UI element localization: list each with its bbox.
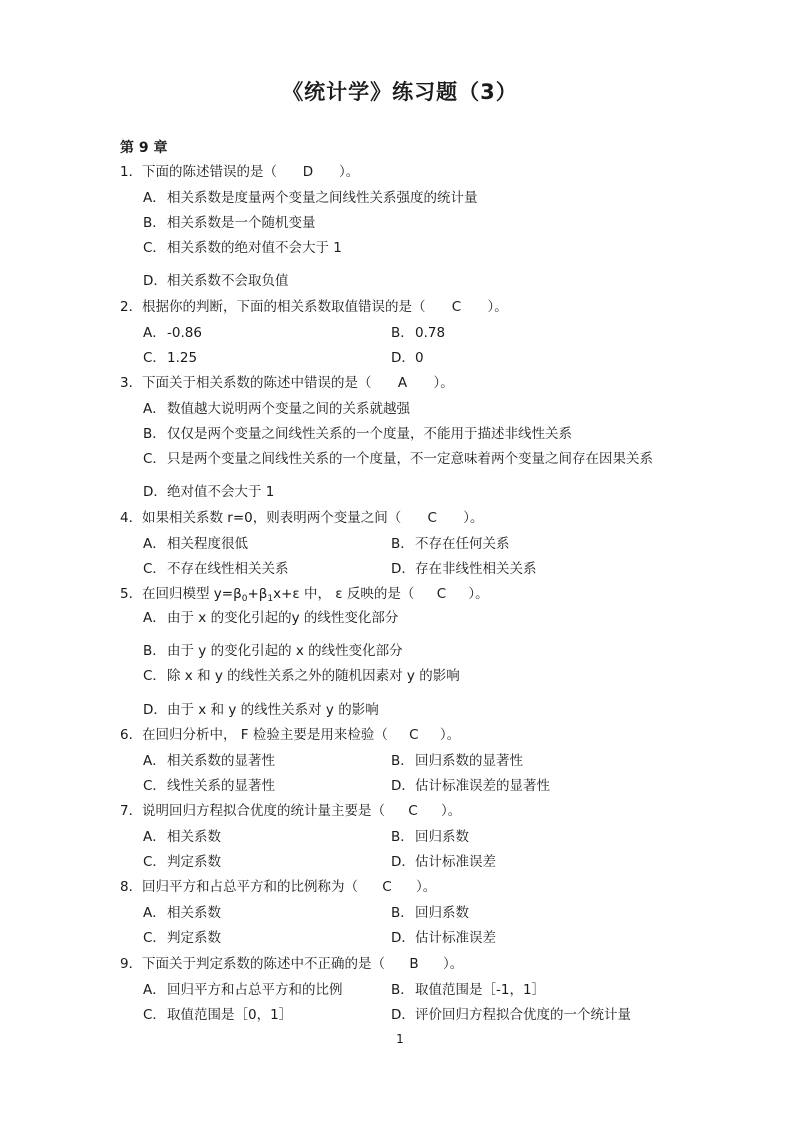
- option-b: [391, 324, 445, 342]
- answer: C: [408, 803, 418, 819]
- option-letter: B．: [143, 215, 166, 231]
- option-letter: B．: [391, 325, 414, 341]
- option-letter: C．: [143, 854, 166, 870]
- answer: C: [409, 727, 419, 743]
- option-letter: A．: [143, 829, 166, 845]
- question-6: [120, 726, 460, 744]
- option-letter: A．: [143, 753, 166, 769]
- question-5: [120, 585, 489, 608]
- option-letter: A．: [143, 536, 166, 552]
- option-b: [391, 752, 523, 770]
- option-text: 相关系数: [167, 905, 221, 921]
- option-text: 由于 x 和 y 的线性关系对 y 的影响: [167, 702, 379, 718]
- chapter-heading: 第 9 章: [120, 140, 168, 156]
- option-letter: C．: [143, 350, 166, 366]
- option-text: 相关系数: [167, 829, 221, 845]
- option-d: [391, 929, 496, 947]
- option-c: [143, 777, 275, 795]
- option-a: [143, 400, 410, 418]
- option-b: [391, 535, 510, 553]
- option-letter: A．: [143, 905, 166, 921]
- question-text: 回归平方和占总平方和的比例称为（: [142, 879, 358, 895]
- option-d: [391, 777, 550, 795]
- option-d: [143, 272, 289, 290]
- question-end: ）。: [463, 510, 484, 526]
- question-1: [120, 163, 359, 181]
- option-text: 回归系数: [415, 905, 469, 921]
- option-c: [143, 450, 653, 468]
- option-letter: B．: [143, 643, 166, 659]
- option-text: 不存在任何关系: [415, 536, 510, 552]
- option-text: 线性关系的显著性: [167, 778, 275, 794]
- option-text: 数值越大说明两个变量之间的关系就越强: [167, 401, 410, 417]
- option-d: [391, 560, 537, 578]
- document-title: 《统计学》练习题（3）: [282, 80, 518, 104]
- option-a: [143, 828, 221, 846]
- option-c: [143, 667, 460, 685]
- option-letter: B．: [391, 905, 414, 921]
- option-letter: D．: [391, 1007, 415, 1023]
- option-text: 估计标准误差: [415, 854, 496, 870]
- option-d: [143, 701, 379, 719]
- option-text: 0.78: [415, 325, 446, 341]
- question-8: [120, 878, 436, 896]
- option-letter: C．: [143, 668, 166, 684]
- question-end: ）。: [487, 299, 508, 315]
- answer: C: [451, 299, 462, 315]
- option-text: 不存在线性相关关系: [167, 561, 289, 577]
- question-end: ）。: [439, 727, 461, 743]
- option-b: [391, 981, 545, 999]
- question-text: 下面关于相关系数的陈述中错误的是（: [142, 375, 372, 391]
- option-text: 相关系数是度量两个变量之间线性关系强度的统计量: [167, 190, 478, 206]
- subscript-0: 0: [241, 594, 248, 604]
- option-text: 仅仅是两个变量之间线性关系的一个度量，不能用于描述非线性关系: [167, 426, 572, 442]
- question-number: 2．: [120, 299, 143, 315]
- question-end: ）。: [443, 956, 464, 972]
- answer: C: [427, 510, 437, 526]
- question-text-rest: x+ε 中， ε 反映的是（: [273, 586, 415, 602]
- option-letter: A．: [143, 325, 166, 341]
- option-text: 除 x 和 y 的线性关系之外的随机因素对 y 的影响: [167, 668, 460, 684]
- option-text: 相关系数是一个随机变量: [167, 215, 316, 231]
- option-text: 取值范围是［-1，1］: [415, 982, 546, 998]
- question-text: 如果相关系数 r=0，则表明两个变量之间（: [142, 510, 402, 526]
- option-text: 绝对值不会大于 1: [167, 484, 275, 500]
- option-letter: C．: [143, 930, 166, 946]
- question-text: 根据你的判断，下面的相关系数取值错误的是（: [142, 299, 426, 315]
- option-text: 由于 y 的变化引起的 x 的线性变化部分: [167, 643, 403, 659]
- question-number: 1．: [120, 164, 143, 180]
- page-number: 1: [396, 1032, 404, 1046]
- option-text: 只是两个变量之间线性关系的一个度量，不一定意味着两个变量之间存在因果关系: [167, 451, 653, 467]
- question-end: ）。: [433, 375, 454, 391]
- option-c: [143, 1006, 292, 1024]
- question-2: [120, 298, 508, 316]
- option-d: [143, 483, 274, 501]
- option-text: 回归系数: [415, 829, 469, 845]
- model-beta0: β: [233, 586, 242, 602]
- option-letter: A．: [143, 401, 166, 417]
- option-d: [391, 349, 424, 367]
- option-text: 评价回归方程拟合优度的一个统计量: [415, 1007, 631, 1023]
- option-letter: B．: [391, 753, 414, 769]
- option-d: [391, 1006, 631, 1024]
- question-3: [120, 374, 454, 392]
- question-4: [120, 509, 484, 527]
- option-letter: B．: [391, 536, 414, 552]
- option-text: 判定系数: [167, 854, 221, 870]
- option-b: [143, 425, 572, 443]
- option-text: 相关系数的绝对值不会大于 1: [167, 240, 342, 256]
- option-c: [143, 929, 221, 947]
- option-letter: D．: [391, 561, 415, 577]
- question-end: ）。: [339, 164, 360, 180]
- model-beta1: +β: [247, 586, 268, 602]
- answer: B: [409, 956, 419, 972]
- option-letter: A．: [143, 190, 166, 206]
- option-b: [391, 904, 469, 922]
- question-text: 说明回归方程拟合优度的统计量主要是（: [142, 803, 385, 819]
- option-letter: C．: [143, 778, 166, 794]
- option-a: [143, 981, 343, 999]
- option-b: [391, 828, 469, 846]
- option-letter: D．: [391, 778, 415, 794]
- option-text: 0: [415, 350, 424, 366]
- option-c: [143, 853, 221, 871]
- option-c: [143, 560, 289, 578]
- question-number: 7．: [120, 803, 143, 819]
- option-text: 回归系数的显著性: [415, 753, 523, 769]
- option-letter: A．: [143, 610, 166, 626]
- question-end: ）。: [416, 879, 437, 895]
- option-letter: D．: [391, 350, 415, 366]
- option-letter: D．: [391, 854, 415, 870]
- option-text: 由于 x 的变化引起的y 的线性变化部分: [167, 610, 399, 626]
- option-letter: D．: [143, 702, 167, 718]
- answer: A: [397, 375, 408, 391]
- question-number: 8．: [120, 879, 143, 895]
- option-b: [143, 642, 403, 660]
- option-text: 取值范围是［0，1］: [167, 1007, 293, 1023]
- option-letter: B．: [143, 426, 166, 442]
- question-number: 5．: [120, 586, 143, 602]
- question-number: 9．: [120, 956, 143, 972]
- option-letter: B．: [391, 829, 414, 845]
- question-number: 3．: [120, 375, 143, 391]
- option-b: [143, 214, 316, 232]
- subscript-1: 1: [267, 594, 274, 604]
- option-letter: D．: [143, 484, 167, 500]
- option-letter: C．: [143, 451, 166, 467]
- option-a: [143, 189, 478, 207]
- question-text: 在回归模型 y=: [142, 586, 234, 602]
- question-number: 6．: [120, 727, 143, 743]
- option-a: [143, 904, 221, 922]
- option-letter: B．: [391, 982, 414, 998]
- option-text: 回归平方和占总平方和的比例: [167, 982, 343, 998]
- answer: C: [382, 879, 392, 895]
- question-end: ）。: [441, 803, 462, 819]
- option-text: -0.86: [167, 325, 202, 341]
- option-text: 存在非线性相关关系: [415, 561, 537, 577]
- option-letter: A．: [143, 982, 166, 998]
- option-text: 判定系数: [167, 930, 221, 946]
- option-letter: D．: [143, 273, 167, 289]
- option-c: [143, 349, 197, 367]
- question-9: [120, 955, 463, 973]
- answer: C: [436, 586, 447, 602]
- answer: D: [302, 164, 314, 180]
- option-letter: C．: [143, 561, 166, 577]
- option-letter: D．: [391, 930, 415, 946]
- option-a: [143, 752, 275, 770]
- option-a: [143, 609, 398, 627]
- option-letter: C．: [143, 1007, 166, 1023]
- option-text: 相关系数的显著性: [167, 753, 275, 769]
- question-text: 下面的陈述错误的是（: [142, 164, 277, 180]
- option-c: [143, 239, 342, 257]
- option-letter: C．: [143, 240, 166, 256]
- question-text: 下面关于判定系数的陈述中不正确的是（: [142, 956, 385, 972]
- option-d: [391, 853, 496, 871]
- question-text: 在回归分析中， F 检验主要是用来检验（: [142, 727, 388, 743]
- question-7: [120, 802, 461, 820]
- option-text: 1.25: [167, 350, 198, 366]
- option-a: [143, 535, 248, 553]
- option-text: 估计标准误差: [415, 930, 496, 946]
- question-number: 4．: [120, 510, 143, 526]
- option-text: 估计标准误差的显著性: [415, 778, 550, 794]
- option-text: 相关系数不会取负值: [167, 273, 289, 289]
- option-text: 相关程度很低: [167, 536, 248, 552]
- question-end: ）。: [468, 586, 489, 602]
- option-a: [143, 324, 202, 342]
